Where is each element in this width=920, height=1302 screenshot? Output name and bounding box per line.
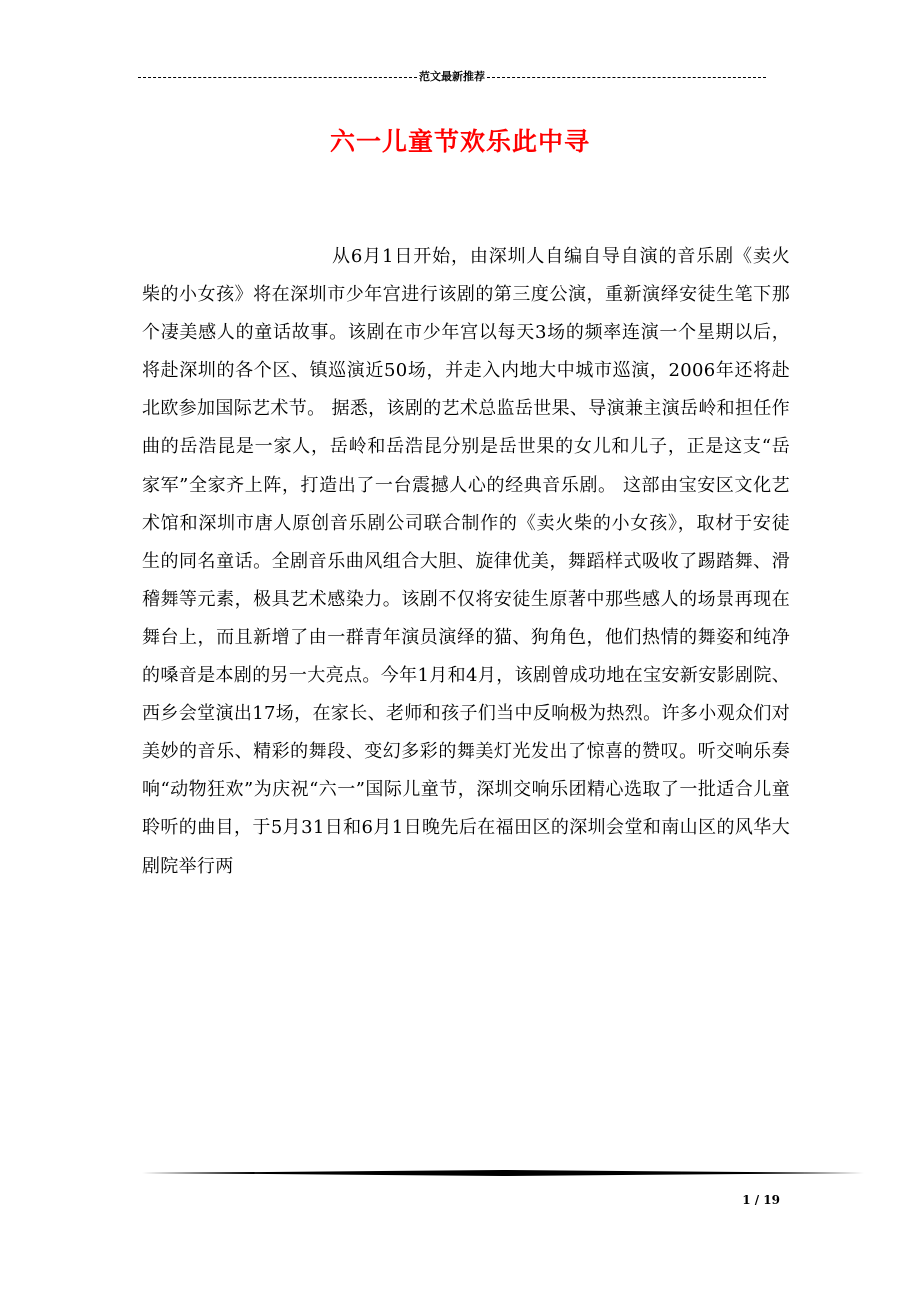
footer-rule (142, 1170, 864, 1176)
header-label: 范文最新推荐 (419, 70, 485, 83)
page-header (138, 70, 766, 84)
page-number: 1 / 19 (742, 1193, 780, 1207)
document-title: 六一儿童节欢乐此中寻 (329, 127, 590, 156)
header-dash-left (138, 77, 417, 78)
document-body: 从6月1日开始，由深圳人自编自导自演的音乐剧《卖火柴的小女孩》将在深圳市少年宫进行该剧的第三度公演，重新演绎安徒生笔下那个凄美感人的童话故事。该剧在市少年宫以每天3场的频率连演一个星期以后，将赴深圳的各个区、镇巡演近50场，并走入内地大中城市巡演，2006年还将赴北欧参加国际艺术节。 据悉，该剧的艺术总监岳世果、导演兼主演岳岭和担任作曲的岳浩昆是一家人，岳岭和岳浩昆分别是岳世果的女儿和儿子，正是这支“岳家军”全家齐上阵，打造出了一台震撼人心的经典音乐剧。 这部由宝安区文化艺术馆和深圳市唐人原创音乐剧公司联合制作的《卖火柴的小女孩》，取材于安徒生的同名童话。全剧音乐曲风组合大胆、旋律优美，舞蹈样式吸收了踢踏舞、滑稽舞等元素，极具艺术感染力。该剧不仅将安徒生原著中那些感人的场景再现在舞台上，而且新增了由一群青年演员演绎的猫、狗角色，他们热情的舞姿和纯净的嗓音是本剧的另一大亮点。今年1月和4月，该剧曾成功地在宝安新安影剧院、西乡会堂演出17场，在家长、老师和孩子们当中反响极为热烈。许多小观众们对美妙的音乐、精彩的舞段、变幻多彩的舞美灯光发出了惊喜的赞叹。听交响乐奏响“动物狂欢”为庆祝“六一”国际儿童节，深圳交响乐团精心选取了一批适合儿童聆听的曲目，于5月31日和6月1日晚先后在福田区的深圳会堂和南山区的风华大剧院举行两 (142, 246, 790, 877)
header-dash-right (487, 77, 766, 78)
